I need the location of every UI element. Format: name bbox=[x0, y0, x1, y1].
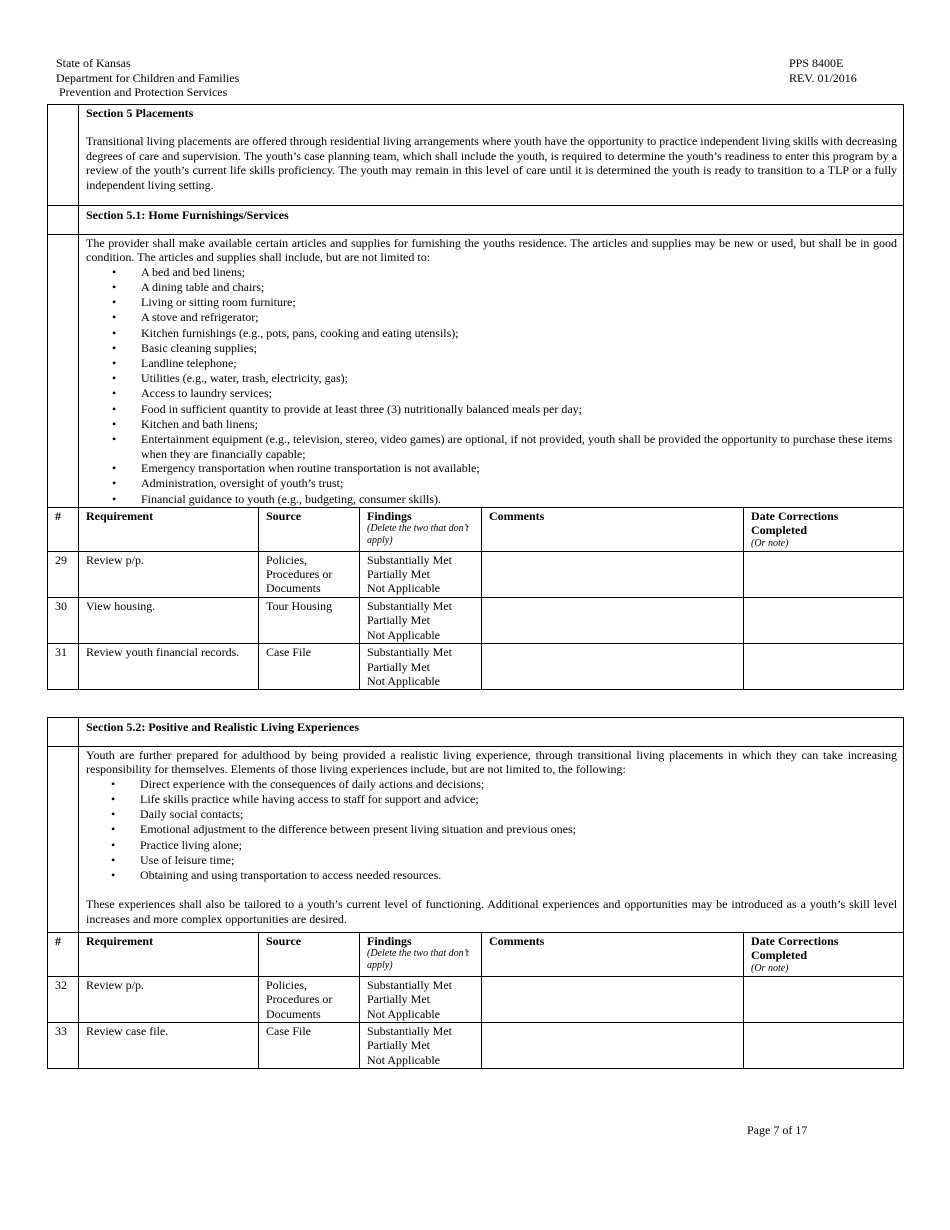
row-requirement: View housing. bbox=[79, 597, 259, 643]
section-title: Section 5 Placements bbox=[86, 106, 194, 120]
row-comments[interactable] bbox=[482, 597, 744, 643]
list-item: • Food in sufficient quantity to provide at least three (3) nutritionally balanced meals per day; bbox=[141, 402, 897, 417]
col-num: # bbox=[48, 507, 79, 551]
list-item: • Daily social contacts; bbox=[140, 807, 897, 822]
date-note: (Or note) bbox=[751, 962, 789, 974]
row-number: 31 bbox=[48, 644, 79, 690]
list-item: • Kitchen and bath linens; bbox=[141, 417, 897, 432]
row-number: 32 bbox=[48, 976, 79, 1022]
row-source: Tour Housing bbox=[259, 597, 360, 643]
col-findings: Findings (Delete the two that don’t apply) bbox=[360, 933, 482, 977]
header-agency bbox=[56, 56, 239, 100]
list-item: • Living or sitting room furniture; bbox=[141, 295, 897, 310]
section-5-2-table bbox=[47, 717, 904, 1069]
row-date[interactable] bbox=[744, 551, 904, 597]
list-item: • Direct experience with the consequences of daily actions and decisions; bbox=[140, 777, 897, 792]
row-source: Policies, Procedures or Documents bbox=[259, 976, 360, 1022]
row-findings[interactable]: Substantially Met Partially Met Not Applicable bbox=[360, 976, 482, 1022]
section-paragraph: Youth are further prepared for adulthood by being provided a realistic living experience, through transitional living placements in which they can take increasing responsibility for themselves. Elements of those living experiences include, but are not limited to, the following: bbox=[86, 748, 898, 777]
row-number: 33 bbox=[48, 1023, 79, 1069]
section-5-1-body bbox=[79, 235, 904, 508]
row-comments[interactable] bbox=[482, 1023, 744, 1069]
findings-note: (Delete the two that don’t apply) bbox=[367, 948, 469, 972]
list-item: • A dining table and chairs; bbox=[141, 280, 897, 295]
section-5-table bbox=[47, 104, 904, 690]
list-item: • Emergency transportation when routine transportation is not available; bbox=[141, 461, 897, 476]
row-source: Case File bbox=[259, 644, 360, 690]
table-row bbox=[48, 597, 904, 643]
header-form-id bbox=[789, 56, 857, 85]
row-date[interactable] bbox=[744, 644, 904, 690]
list-item: • Landline telephone; bbox=[141, 356, 897, 371]
list-item: • Emotional adjustment to the difference between present living situation and previous ones; bbox=[140, 822, 897, 837]
section-5-1-cell bbox=[79, 206, 904, 235]
table-row bbox=[48, 976, 904, 1022]
table-row bbox=[48, 1023, 904, 1069]
list-item: • Kitchen furnishings (e.g., pots, pans, cooking and eating utensils); bbox=[141, 326, 897, 341]
list-item: • Use of leisure time; bbox=[140, 853, 897, 868]
col-requirement: Requirement bbox=[79, 507, 259, 551]
row-comments[interactable] bbox=[482, 644, 744, 690]
col-comments: Comments bbox=[482, 507, 744, 551]
section-title: Section 5.1: Home Furnishings/Services bbox=[86, 208, 289, 222]
col-num: # bbox=[48, 933, 79, 977]
experiences-list bbox=[86, 777, 897, 883]
col-source: Source bbox=[259, 507, 360, 551]
row-requirement: Review p/p. bbox=[79, 551, 259, 597]
column-header-row bbox=[48, 507, 904, 551]
findings-note: (Delete the two that don’t apply) bbox=[367, 523, 469, 547]
row-number: 30 bbox=[48, 597, 79, 643]
row-source: Policies, Procedures or Documents bbox=[259, 551, 360, 597]
table-row bbox=[48, 551, 904, 597]
section-paragraph: These experiences shall also be tailored to a youth’s current level of functioning. Additional experiences and opportunities may be introduced as a youth’s skill level increases and more complex opportunities are desired. bbox=[86, 897, 898, 926]
form-number: PPS 8400E bbox=[789, 56, 844, 70]
row-source: Case File bbox=[259, 1023, 360, 1069]
list-item: • Life skills practice while having access to staff for support and advice; bbox=[140, 792, 897, 807]
list-item: • A bed and bed linens; bbox=[141, 265, 897, 280]
row-findings[interactable]: Substantially Met Partially Met Not Applicable bbox=[360, 1023, 482, 1069]
list-item: • A stove and refrigerator; bbox=[141, 310, 897, 325]
col-requirement: Requirement bbox=[79, 933, 259, 977]
row-findings[interactable]: Substantially Met Partially Met Not Applicable bbox=[360, 597, 482, 643]
row-date[interactable] bbox=[744, 597, 904, 643]
col-date: Date Corrections Completed (Or note) bbox=[744, 507, 904, 551]
header-state: State of Kansas bbox=[56, 56, 131, 70]
list-item: • Obtaining and using transportation to access needed resources. bbox=[140, 868, 897, 883]
date-note: (Or note) bbox=[751, 537, 789, 549]
row-date[interactable] bbox=[744, 976, 904, 1022]
col-source: Source bbox=[259, 933, 360, 977]
form-revision: REV. 01/2016 bbox=[789, 70, 857, 85]
list-item: • Financial guidance to youth (e.g., budgeting, consumer skills). bbox=[141, 492, 897, 507]
page-number: Page 7 of 17 bbox=[747, 1123, 808, 1137]
column-header-row bbox=[48, 933, 904, 977]
section-title: Section 5.2: Positive and Realistic Living Experiences bbox=[86, 720, 359, 734]
section-5-2-cell bbox=[79, 718, 904, 747]
row-number: 29 bbox=[48, 551, 79, 597]
col-date: Date Corrections Completed (Or note) bbox=[744, 933, 904, 977]
list-item: • Utilities (e.g., water, trash, electricity, gas); bbox=[141, 371, 897, 386]
table-row bbox=[48, 644, 904, 690]
row-findings[interactable]: Substantially Met Partially Met Not Applicable bbox=[360, 644, 482, 690]
list-item: • Administration, oversight of youth’s trust; bbox=[141, 476, 897, 491]
list-item: • Practice living alone; bbox=[140, 838, 897, 853]
list-item: • Access to laundry services; bbox=[141, 386, 897, 401]
list-item: • Basic cleaning supplies; bbox=[141, 341, 897, 356]
section-5-2-body bbox=[79, 747, 904, 933]
section-5-cell bbox=[79, 105, 904, 206]
header-department: Department for Children and Families bbox=[56, 70, 240, 85]
row-requirement: Review case file. bbox=[79, 1023, 259, 1069]
row-comments[interactable] bbox=[482, 551, 744, 597]
row-comments[interactable] bbox=[482, 976, 744, 1022]
section-paragraph: The provider shall make available certain articles and supplies for furnishing the youths residence. The articles and supplies may be new or used, but shall be in good condition. The articles and supplies shall include, but are not limited to: bbox=[86, 236, 898, 265]
section-paragraph: Transitional living placements are offered through residential living arrangements where youth have the opportunity to practice independent living skills with decreasing degrees of care and supervision. The youth’s case planning team, which shall include the youth, is required to determine the youth’s readiness to enter this program by a review of the youth’s current life skills proficiency. The youth may remain in this level of care until it is determined the youth is ready to transition to a TLP or a fully independent living setting. bbox=[86, 134, 898, 192]
row-date[interactable] bbox=[744, 1023, 904, 1069]
row-findings[interactable]: Substantially Met Partially Met Not Applicable bbox=[360, 551, 482, 597]
row-requirement: Review p/p. bbox=[79, 976, 259, 1022]
col-findings: Findings (Delete the two that don’t apply) bbox=[360, 507, 482, 551]
header-division: Prevention and Protection Services bbox=[59, 85, 228, 100]
col-comments: Comments bbox=[482, 933, 744, 977]
list-item: • Entertainment equipment (e.g., television, stereo, video games) are optional, if not provided, youth shall be provided the opportunity to purchase these items when they are financially capable; bbox=[141, 432, 897, 461]
furnishings-list bbox=[86, 265, 897, 507]
row-requirement: Review youth financial records. bbox=[79, 644, 259, 690]
